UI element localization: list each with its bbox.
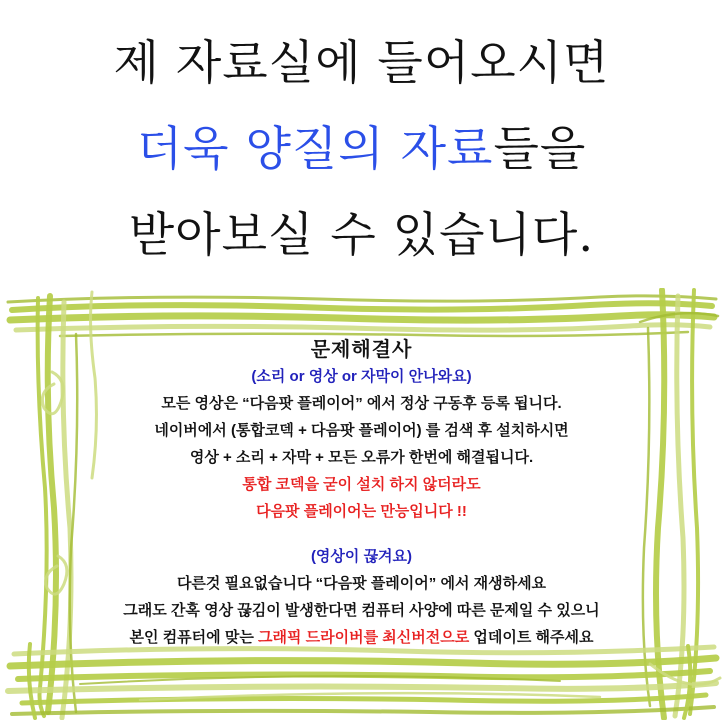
section1-line-1: 모든 영상은 “다음팟 플레이어” 에서 정상 구동후 등록 됩니다. <box>161 395 562 412</box>
update-line-suffix: 업데이트 해주세요 <box>469 629 594 646</box>
header-line-2 <box>0 112 723 179</box>
section2-line-3 <box>70 624 653 651</box>
header-line-3: 받아보실 수 있습니다. <box>128 208 595 263</box>
section1-line-2: 네이버에서 (통합코덱 + 다음팟 플레이어) 를 검색 후 설치하시면 <box>154 422 569 439</box>
header-line-1: 제 자료실에 들어오시면 <box>113 36 610 91</box>
update-line-prefix: 본인 컴퓨터에 맞는 <box>129 629 258 646</box>
header-line-2-highlight: 더욱 양질의 자료 <box>136 122 494 177</box>
header-line-2-rest: 들을 <box>493 122 587 177</box>
section1-heading: (소리 or 영상 or 자막이 안나와요) <box>251 368 472 385</box>
update-line-highlight: 그래픽 드라이버를 최신버전으로 <box>257 629 470 646</box>
section2-line-2: 그래도 간혹 영상 끊김이 발생한다면 컴퓨터 사양에 따른 문제일 수 있으니 <box>123 602 600 619</box>
frame-bottom-strokes <box>8 644 720 718</box>
frame-top-strokes <box>8 296 716 336</box>
section2-heading: (영상이 끊겨요) <box>310 548 413 565</box>
box-title: 문제해결사 <box>310 339 413 361</box>
section1-line-3: 영상 + 소리 + 자막 + 모든 오류가 한번에 해결됩니다. <box>189 449 534 466</box>
section1-red-line-1: 통합 코덱을 굳이 설치 하지 않더라도 <box>242 476 481 493</box>
section2-line-1: 다른것 필요없습니다 “다음팟 플레이어” 에서 재생하세요 <box>176 575 547 592</box>
section1-red-line-2: 다음팟 플레이어는 만능입니다 !! <box>256 503 467 520</box>
troubleshooter-box <box>70 337 653 651</box>
